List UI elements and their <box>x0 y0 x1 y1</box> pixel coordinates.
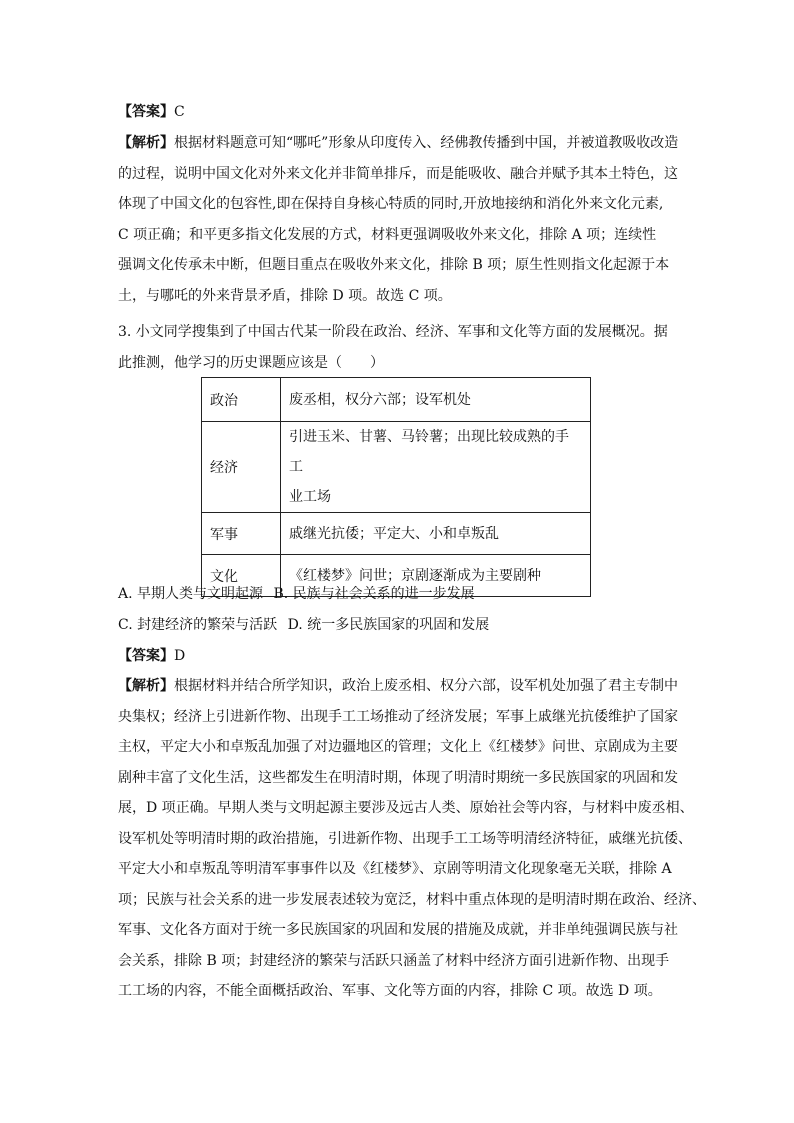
cell-text: 《红楼梦》问世；京剧逐渐成为主要剧种 <box>289 567 541 584</box>
explanation-label: 【解析】 <box>118 135 174 151</box>
history-table <box>201 377 591 597</box>
cell-text: 引进玉米、甘薯、马铃薯；出现比较成熟的手工 <box>289 429 569 475</box>
table-row <box>202 422 591 513</box>
explanation-line: 剧种丰富了文化生活，这些都发生在明清时期，体现了明清时期统一多民族国家的巩固和发 <box>118 769 678 786</box>
answer-value: D <box>174 648 186 664</box>
question-3 <box>118 317 678 378</box>
answer-1 <box>118 97 678 128</box>
answer-2 <box>118 641 678 672</box>
explanation-2 <box>118 671 706 1007</box>
row-value <box>281 378 591 422</box>
explanation-line: 项；民族与社会关系的进一步发展表述较为宽泛，材料中重点体现的是明清时期在政治、经济、 <box>118 891 706 908</box>
explanation-line: 军事、文化各方面对于统一多民族国家的巩固和发展的措施及成就，并非单纯强调民族与社 <box>118 922 678 938</box>
explanation-line: 根据材料并结合所学知识，政治上废丞相、权分六部，设军机处加强了君主专制中 <box>174 678 678 694</box>
row-key: 经济 <box>202 422 281 513</box>
option-a: A. 早期人类与文明起源 <box>118 586 264 602</box>
table-row <box>202 378 591 422</box>
option-b: B. 民族与社会关系的进一步发展 <box>273 586 475 602</box>
explanation-line: 会关系，排除 B 项；封建经济的繁荣与活跃只涵盖了材料中经济方面引进新作物、出现手 <box>118 952 670 969</box>
row-key: 军事 <box>202 513 281 555</box>
cell-text: 戚继光抗倭；平定大、小和卓叛乱 <box>289 525 499 542</box>
row-key: 政治 <box>202 378 281 422</box>
explanation-label: 【解析】 <box>118 678 174 694</box>
cell-text: 废丞相，权分六部；设军机处 <box>289 391 471 408</box>
row-value <box>281 513 591 555</box>
question-line: 3. 小文同学搜集到了中国古代某一阶段在政治、经济、军事和文化等方面的发展概况。据 <box>118 324 668 340</box>
explanation-line: 的过程，说明中国文化对外来文化并非简单排斥，而是能吸收、融合并赋予其本土特色，这 <box>118 165 678 182</box>
option-c: C. 封建经济的繁荣与活跃 <box>118 617 278 633</box>
answer-label: 【答案】 <box>118 104 174 120</box>
explanation-line: 平定大小和卓叛乱等明清军事事件以及《红楼梦》、京剧等明清文化现象毫无关联，排除 A <box>118 861 672 877</box>
explanation-line: 主权，平定大小和卓叛乱加强了对边疆地区的管理；文化上《红楼梦》问世、京剧成为主要 <box>118 739 678 755</box>
option-d: D. 统一多民族国家的巩固和发展 <box>287 617 490 633</box>
table-row <box>202 513 591 555</box>
explanation-line: 根据材料题意可知“哪吒”形象从印度传入、经佛教传播到中国，并被道教吸收改造 <box>174 135 679 151</box>
explanation-line: 央集权；经济上引进新作物、出现手工工场推动了经济发展；军事上戚继光抗倭维护了国家 <box>118 708 678 725</box>
explanation-line: 强调文化传承未中断，但题目重点在吸收外来文化，排除 B 项；原生性则指文化起源于本 <box>118 257 670 273</box>
explanation-line: 土，与哪吒的外来背景矛盾，排除 D 项。故选 C 项。 <box>118 287 452 304</box>
explanation-line: 设军机处等明清时期的政治措施，引进新作物、出现手工工场等明清经济特征，戚继光抗倭、 <box>118 830 692 847</box>
explanation-line: 体现了中国文化的包容性,即在保持自身核心特质的同时,开放地接纳和消化外来文化元素, <box>118 196 664 212</box>
question-line: 此推测，他学习的历史课题应该是（ ） <box>118 354 384 371</box>
explanation-line: 工工场的内容，不能全面概括政治、军事、文化等方面的内容，排除 C 项。故选 D 项。 <box>118 983 662 999</box>
explanation-1 <box>118 128 678 311</box>
row-value <box>281 422 591 513</box>
options <box>118 579 678 641</box>
explanation-line: C 项正确；和平更多指文化发展的方式，材料更强调吸收外来文化，排除 A 项；连续性 <box>118 226 657 243</box>
explanation-line: 展，D 项正确。早期人类与文明起源主要涉及远古人类、原始社会等内容，与材料中废丞相、 <box>118 800 694 816</box>
answer-label: 【答案】 <box>118 648 174 664</box>
row-key: 文化 <box>202 555 281 597</box>
cell-text: 业工场 <box>289 489 331 505</box>
answer-value: C <box>174 104 185 120</box>
